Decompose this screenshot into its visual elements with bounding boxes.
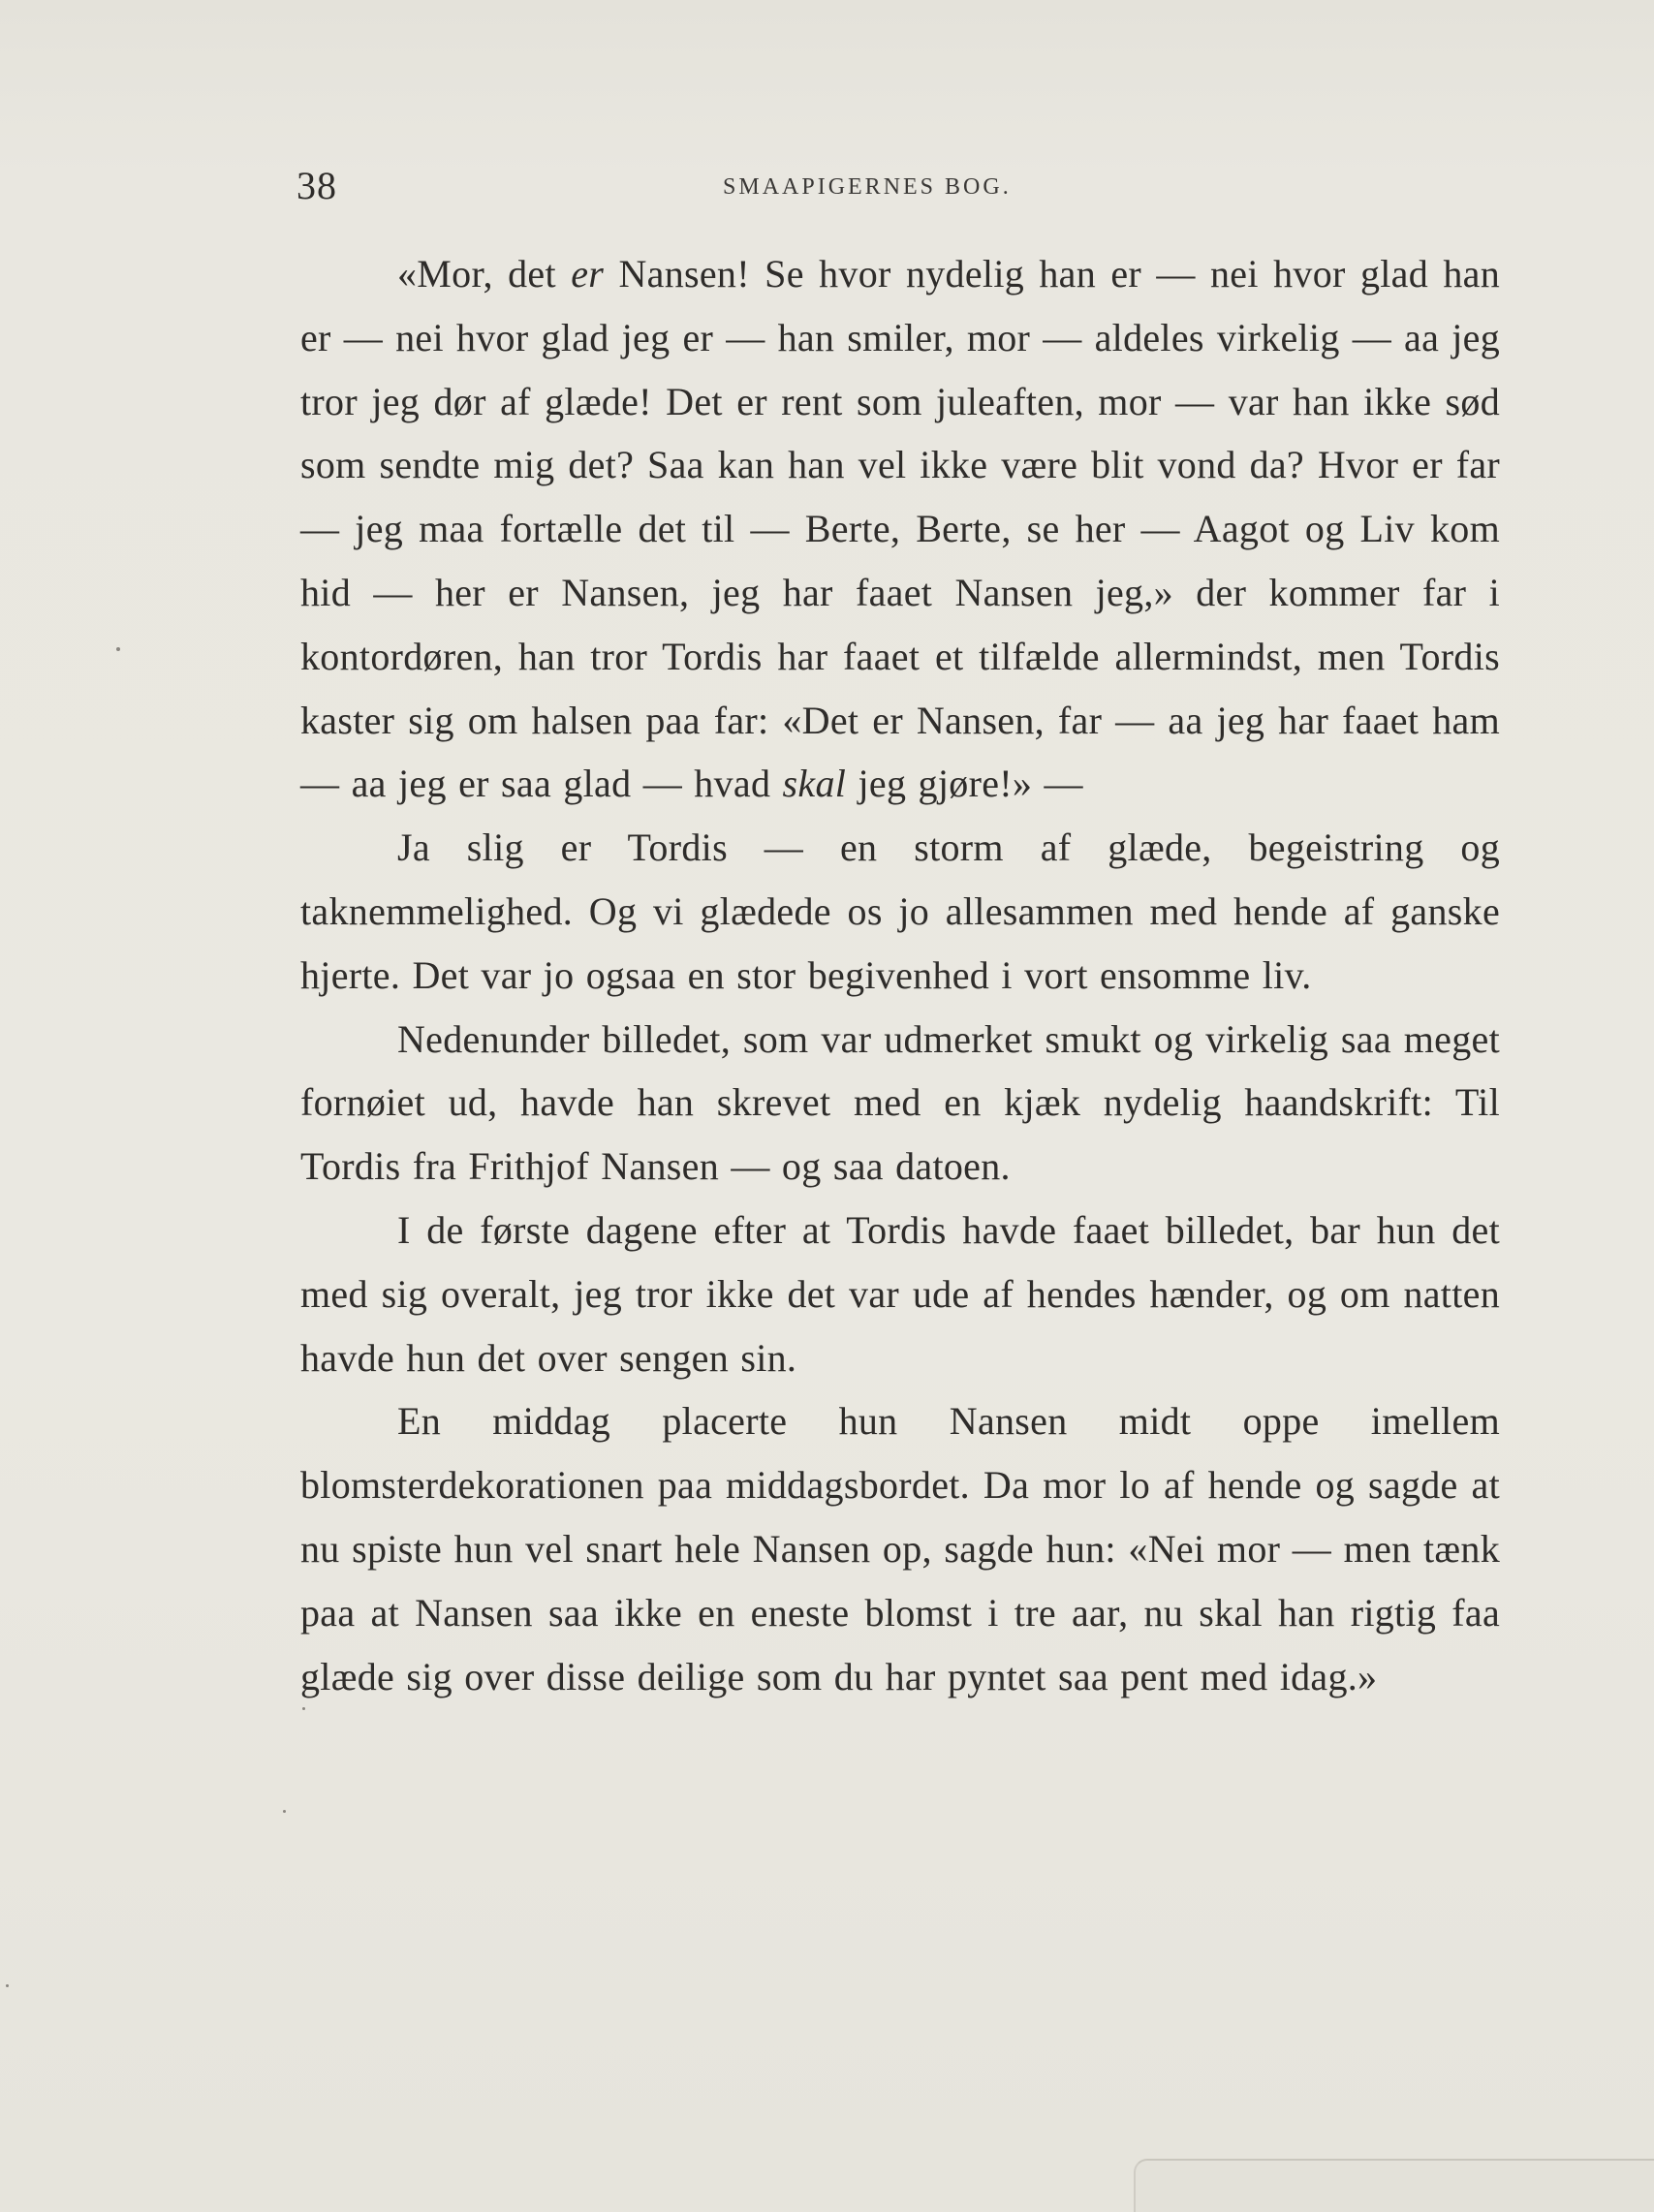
text-run: Nedenunder billedet, som var udmerket smukt og virkelig saa meget fornøiet ud, havde han skrevet med en kjæk nydelig haandskrift: Til Tordis fra Frithjof Nansen — og saa datoen. [300, 1016, 1500, 1189]
running-title: SMAAPIGERNES BOG. [723, 174, 1012, 200]
dust-speck [116, 647, 120, 651]
paragraph [300, 1008, 1500, 1199]
italic-text-run: skal [782, 762, 847, 806]
text-run: Nansen! Se hvor nydelig han er — nei hvor glad han er — nei hvor glad jeg er — han smiler, mor — aldeles virkelig — aa jeg tror jeg dør af glæde! Det er rent som juleaften, mor — var han ikke sød som sendte mig det? Saa kan han vel ikke være blit vond da? Hvor er far — jeg maa fortælle det til — Berte, Berte, se her — Aagot og Liv kom hid — her er Nansen, jeg har faaet Nansen jeg,» der kommer far i kontordøren, han tror Tordis har faaet et tilfælde allermindst, men Tordis kaster sig om halsen paa far: «Det er Nansen, far — aa jeg har faaet ham — aa jeg er saa glad — hvad [300, 252, 1500, 806]
dust-speck [302, 1707, 305, 1710]
paragraph [300, 1389, 1500, 1708]
page-header [296, 163, 1503, 221]
body-text [300, 242, 1500, 1708]
dust-speck [6, 1984, 9, 1987]
text-run: Ja slig er Tordis — en storm af glæde, begeistring og taknemmelighed. Og vi glædede os jo allesammen med hende af ganske hjerte. Det var jo ogsaa en stor begivenhed i vort ensomme liv. [300, 826, 1500, 997]
paragraph [300, 1199, 1500, 1389]
text-run: En middag placerte hun Nansen midt oppe imellem blomsterdekorationen paa middagsbordet. Da mor lo af hende og sagde at nu spiste hun vel snart hele Nansen op, sagde hun: «Nei mor — men tænk paa at Nansen saa ikke en eneste blomst i tre aar, nu skal han rigtig faa glæde sig over disse deilige som du har pyntet saa pent med idag.» [300, 1399, 1500, 1698]
text-run: I de første dagene efter at Tordis havde faaet billedet, bar hun det med sig overalt, jeg tror ikke det var ude af hendes hænder, og om natten havde hun det over sengen sin. [300, 1207, 1500, 1380]
italic-text-run: er [571, 252, 605, 296]
paragraph [300, 816, 1500, 1007]
paragraph [300, 242, 1500, 816]
text-run: jeg gjøre!» — [846, 762, 1083, 806]
scan-page-edge [1134, 2159, 1654, 2212]
dust-speck [283, 1810, 286, 1813]
page-number: 38 [296, 164, 337, 207]
text-run: «Mor, det [397, 252, 572, 296]
